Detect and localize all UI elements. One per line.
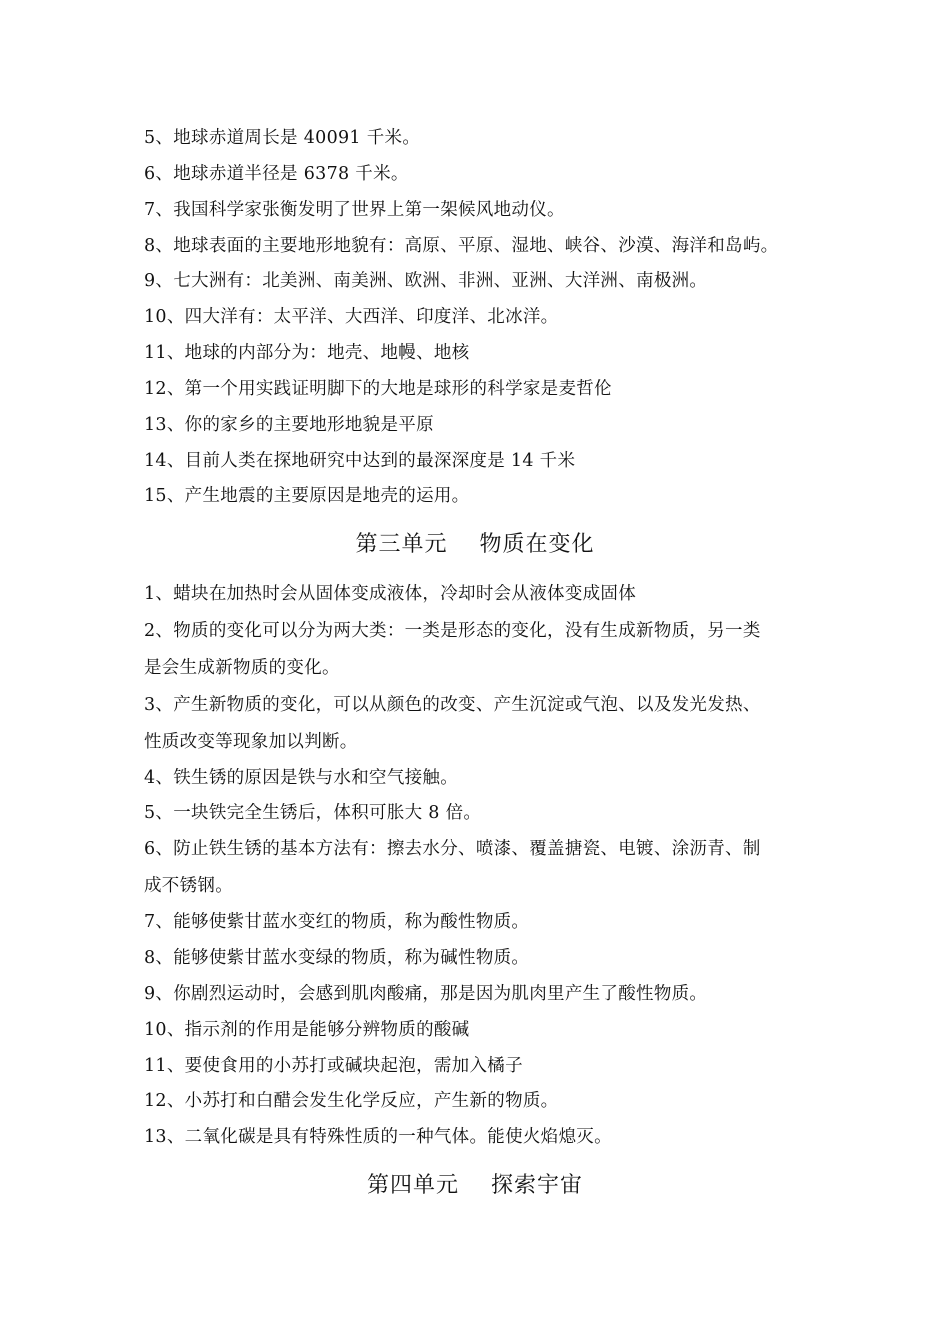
unit3-line: 5、一块铁完全生锈后，体积可胀大 8 倍。 <box>144 803 482 823</box>
unit3-line: 11、要使食用的小苏打或碱块起泡，需加入橘子 <box>144 1056 523 1076</box>
unit4-heading: 第四单元 探索宇宙 <box>367 1173 583 1198</box>
earth-item: 15、产生地震的主要原因是地壳的运用。 <box>144 486 470 506</box>
earth-item: 8、地球表面的主要地形地貌有：高原、平原、湿地、峡谷、沙漠、海洋和岛屿。 <box>144 236 779 256</box>
earth-item: 11、地球的内部分为：地壳、地幔、地核 <box>144 343 470 363</box>
unit3-line: 7、能够使紫甘蓝水变红的物质，称为酸性物质。 <box>144 912 530 932</box>
earth-item: 12、第一个用实践证明脚下的大地是球形的科学家是麦哲伦 <box>144 379 612 399</box>
unit3-line: 1、蜡块在加热时会从固体变成液体，冷却时会从液体变成固体 <box>144 584 637 604</box>
unit3-line: 9、你剧烈运动时，会感到肌肉酸痛，那是因为肌肉里产生了酸性物质。 <box>144 984 708 1004</box>
unit3-heading: 第三单元 物质在变化 <box>355 532 595 557</box>
unit3-line: 10、指示剂的作用是能够分辨物质的酸碱 <box>144 1020 470 1040</box>
earth-item: 6、地球赤道半径是 6378 千米。 <box>144 164 409 184</box>
unit3-line: 12、小苏打和白醋会发生化学反应，产生新的物质。 <box>144 1091 559 1111</box>
unit3-line: 是会生成新物质的变化。 <box>144 658 340 678</box>
unit3-line: 13、二氧化碳是具有特殊性质的一种气体。能使火焰熄灭。 <box>144 1127 612 1147</box>
earth-item: 13、你的家乡的主要地形地貌是平原 <box>144 415 434 435</box>
unit3-line: 8、能够使紫甘蓝水变绿的物质，称为碱性物质。 <box>144 948 530 968</box>
earth-item: 14、目前人类在探地研究中达到的最深深度是 14 千米 <box>144 451 576 471</box>
unit3-line: 6、防止铁生锈的基本方法有：擦去水分、喷漆、覆盖搪瓷、电镀、涂沥青、制 <box>144 839 761 859</box>
unit3-line: 3、产生新物质的变化，可以从颜色的改变、产生沉淀或气泡、以及发光发热、 <box>144 695 761 715</box>
earth-item: 10、四大洋有：太平洋、大西洋、印度洋、北冰洋。 <box>144 307 559 327</box>
unit3-line: 成不锈钢。 <box>144 876 233 896</box>
unit3-line: 性质改变等现象加以判断。 <box>144 732 358 752</box>
unit3-line: 4、铁生锈的原因是铁与水和空气接触。 <box>144 768 459 788</box>
earth-item: 5、地球赤道周长是 40091 千米。 <box>144 128 421 148</box>
earth-item: 9、七大洲有：北美洲、南美洲、欧洲、非洲、亚洲、大洋洲、南极洲。 <box>144 271 708 291</box>
unit3-line: 2、物质的变化可以分为两大类：一类是形态的变化，没有生成新物质，另一类 <box>144 621 761 641</box>
earth-item: 7、我国科学家张衡发明了世界上第一架候风地动仪。 <box>144 200 565 220</box>
